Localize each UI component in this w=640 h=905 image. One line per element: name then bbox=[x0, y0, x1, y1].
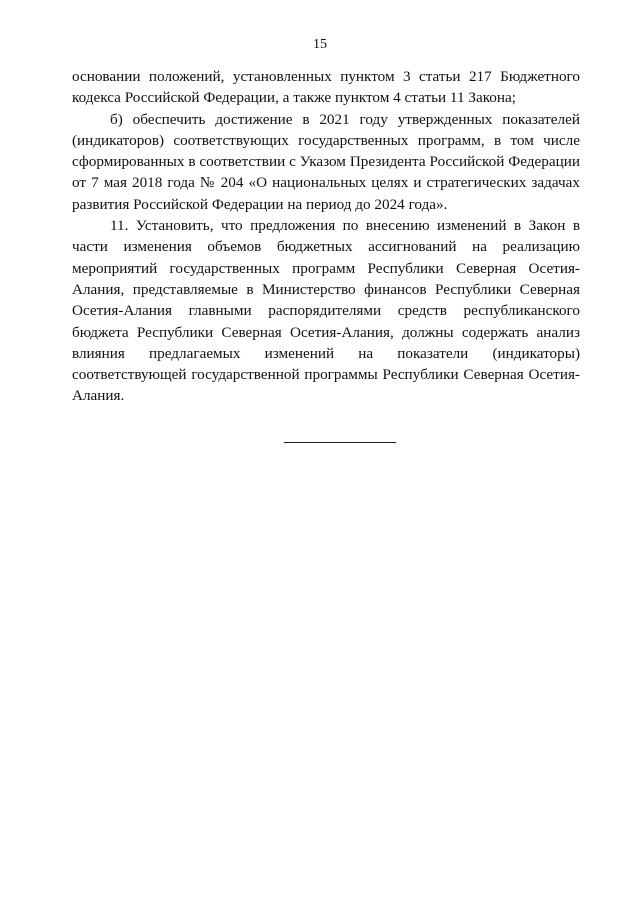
paragraph-item-b: б) обеспечить достижение в 2021 году утвержденных показателей (индикаторов) соответствующих государственных программ, в том числе сформированных в соответствии с Указом Президента Российской Федерации от 7 мая 2018 года № 204 «О национальных целях и стратегических задачах развития Российской Федерации на период до 2024 года». bbox=[72, 110, 580, 213]
paragraph-item-11: 11. Установить, что предложения по внесению изменений в Закон в части изменения объемов бюджетных ассигнований на реализацию мероприятий государственных программ Республики Северная Осетия-Алания, представляемые в Министерство финансов Республики Северная Осетия-Алания главными распорядителями средств республиканского бюджета Республики Северная Осетия-Алания, должны содержать анализ влияния предлагаемых изменений на показатели (индикаторы) соответствующей государственной программы Республики Северная Осетия-Алания. bbox=[72, 217, 580, 405]
paragraph-continuation: основании положений, установленных пунктом 3 статьи 217 Бюджетного кодекса Российской Федерации, а также пунктом 4 статьи 11 Закона; bbox=[72, 68, 580, 107]
end-separator-line bbox=[284, 442, 396, 443]
document-body bbox=[72, 66, 580, 407]
page-number: 15 bbox=[313, 37, 327, 52]
